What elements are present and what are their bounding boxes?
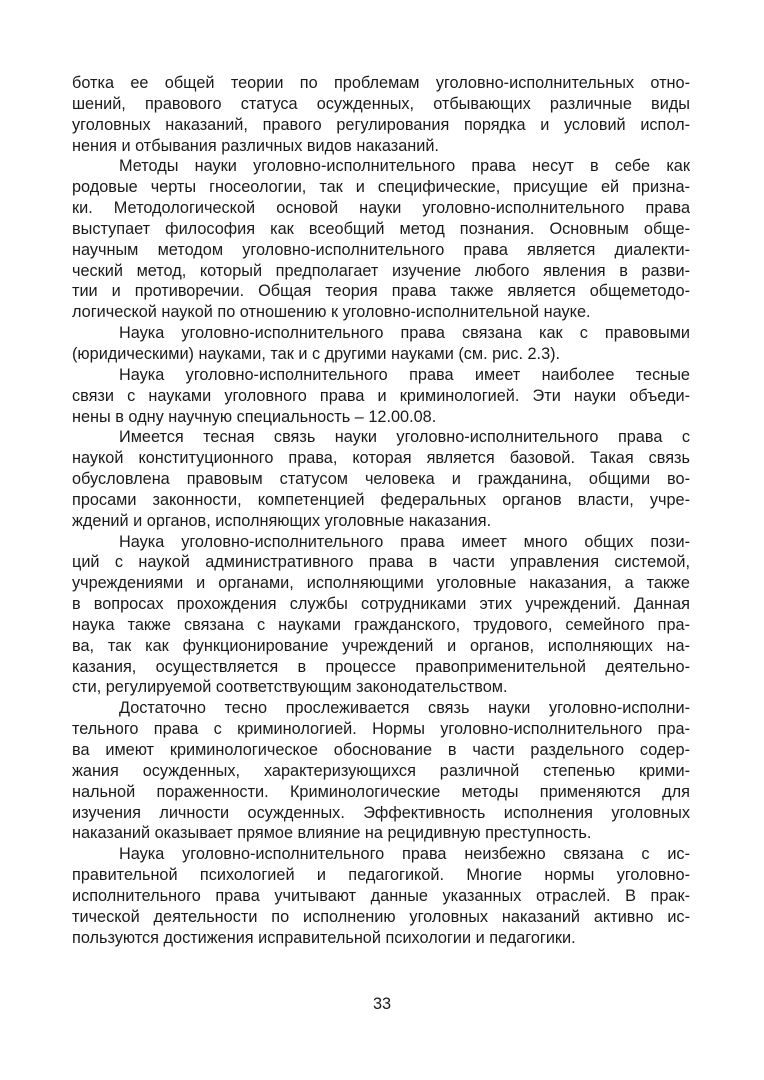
text-line: учреждениями и органами, исполняющими уголовные наказания, а также xyxy=(72,574,690,593)
text-line: Наука уголовно-исполнительного права неизбежно связана с ис- xyxy=(119,845,690,864)
text-line: Наука уголовно-исполнительного права имеет наиболее тесные xyxy=(119,365,690,384)
text-line: тельного права с криминологией. Нормы уголовно-исполнительного пра- xyxy=(72,720,690,739)
text-line: правительной психологией и педагогикой. Многие нормы уголовно- xyxy=(72,866,690,885)
text-line: тической деятельности по исполнению уголовных наказаний активно ис- xyxy=(72,907,690,926)
text-line: нены в одну научную специальность – 12.00.08. xyxy=(72,407,437,426)
paragraph xyxy=(72,698,690,844)
text-line: наука также связана с науками гражданского, трудового, семейного пра- xyxy=(72,615,690,634)
text-line: Наука уголовно-исполнительного права связана как с правовыми xyxy=(119,324,690,343)
text-line: изучения личности осужденных. Эффективность исполнения уголовных xyxy=(72,803,690,822)
text-line: ждений и органов, исполняющих уголовные наказания. xyxy=(72,511,492,530)
text-line: наказаний оказывает прямое влияние на рецидивную преступность. xyxy=(72,824,592,843)
text-line: нальной пораженности. Криминологические методы применяются для xyxy=(72,782,690,801)
text-line: нения и отбывания различных видов наказаний. xyxy=(72,136,439,155)
paragraph xyxy=(72,323,690,365)
text-line: просами законности, компетенцией федеральных органов власти, учре- xyxy=(72,490,690,509)
text-line: тии и противоречии. Общая теория права также является общеметодо- xyxy=(72,282,690,301)
text-line: ческий метод, который предполагает изучение любого явления в разви- xyxy=(72,261,690,280)
text-line: ки. Методологической основой науки уголовно-исполнительного права xyxy=(72,199,690,218)
text-line: пользуются достижения исправительной психологии и педагогики. xyxy=(72,928,576,947)
text-line: логической наукой по отношению к уголовно-исполнительной науке. xyxy=(72,303,591,322)
text-line: сти, регулируемой соответствующим законодательством. xyxy=(72,678,508,697)
paragraph xyxy=(72,156,690,323)
text-line: шений, правового статуса осужденных, отбывающих различные виды xyxy=(72,94,690,113)
text-line: ва имеют криминологическое обоснование в части раздельного содер- xyxy=(72,741,690,759)
text-line: наукой конституционного права, которая является базовой. Такая связь xyxy=(72,449,690,468)
text-line: связи с науками уголовного права и криминологией. Эти науки объеди- xyxy=(72,386,690,405)
paragraph xyxy=(72,844,690,948)
text-line: казания, осуществляется в процессе правоприменительной деятельно- xyxy=(72,657,690,676)
text-line: Имеется тесная связь науки уголовно-исполнительного права с xyxy=(119,428,690,447)
text-line: уголовных наказаний, правого регулирования порядка и условий испол- xyxy=(72,115,690,134)
text-line: ботка ее общей теории по проблемам уголовно-исполнительных отно- xyxy=(72,74,690,92)
document-body xyxy=(72,73,690,948)
text-line: в вопросах прохождения службы сотрудниками этих учреждений. Данная xyxy=(72,595,690,614)
paragraph xyxy=(72,532,690,699)
text-line: (юридическими) науками, так и с другими науками (см. рис. 2.3). xyxy=(72,344,561,363)
text-line: жания осужденных, характеризующихся различной степенью крими- xyxy=(72,761,690,780)
text-line: обусловлена правовым статусом человека и гражданина, общими во- xyxy=(72,470,690,489)
text-line: научным методом уголовно-исполнительного права является диалекти- xyxy=(72,240,690,259)
text-line: Достаточно тесно прослеживается связь науки уголовно-исполни- xyxy=(119,699,690,718)
text-line: ва, так как функционирование учреждений и органов, исполняющих на- xyxy=(72,636,690,655)
text-line: Методы науки уголовно-исполнительного права несут в себе как xyxy=(119,157,690,176)
text-line: выступает философия как всеобщий метод познания. Основным обще- xyxy=(72,219,690,238)
page-number: 33 xyxy=(372,995,392,1013)
paragraph xyxy=(72,427,690,531)
text-line: ций с наукой административного права в части управления системой, xyxy=(72,553,690,572)
text-line: Наука уголовно-исполнительного права имеет много общих пози- xyxy=(119,532,690,551)
text-line: родовые черты гносеологии, так и специфические, присущие ей призна- xyxy=(72,178,690,197)
paragraph xyxy=(72,73,690,156)
text-line: исполнительного права учитывают данные указанных отраслей. В прак- xyxy=(72,886,690,905)
paragraph xyxy=(72,365,690,428)
